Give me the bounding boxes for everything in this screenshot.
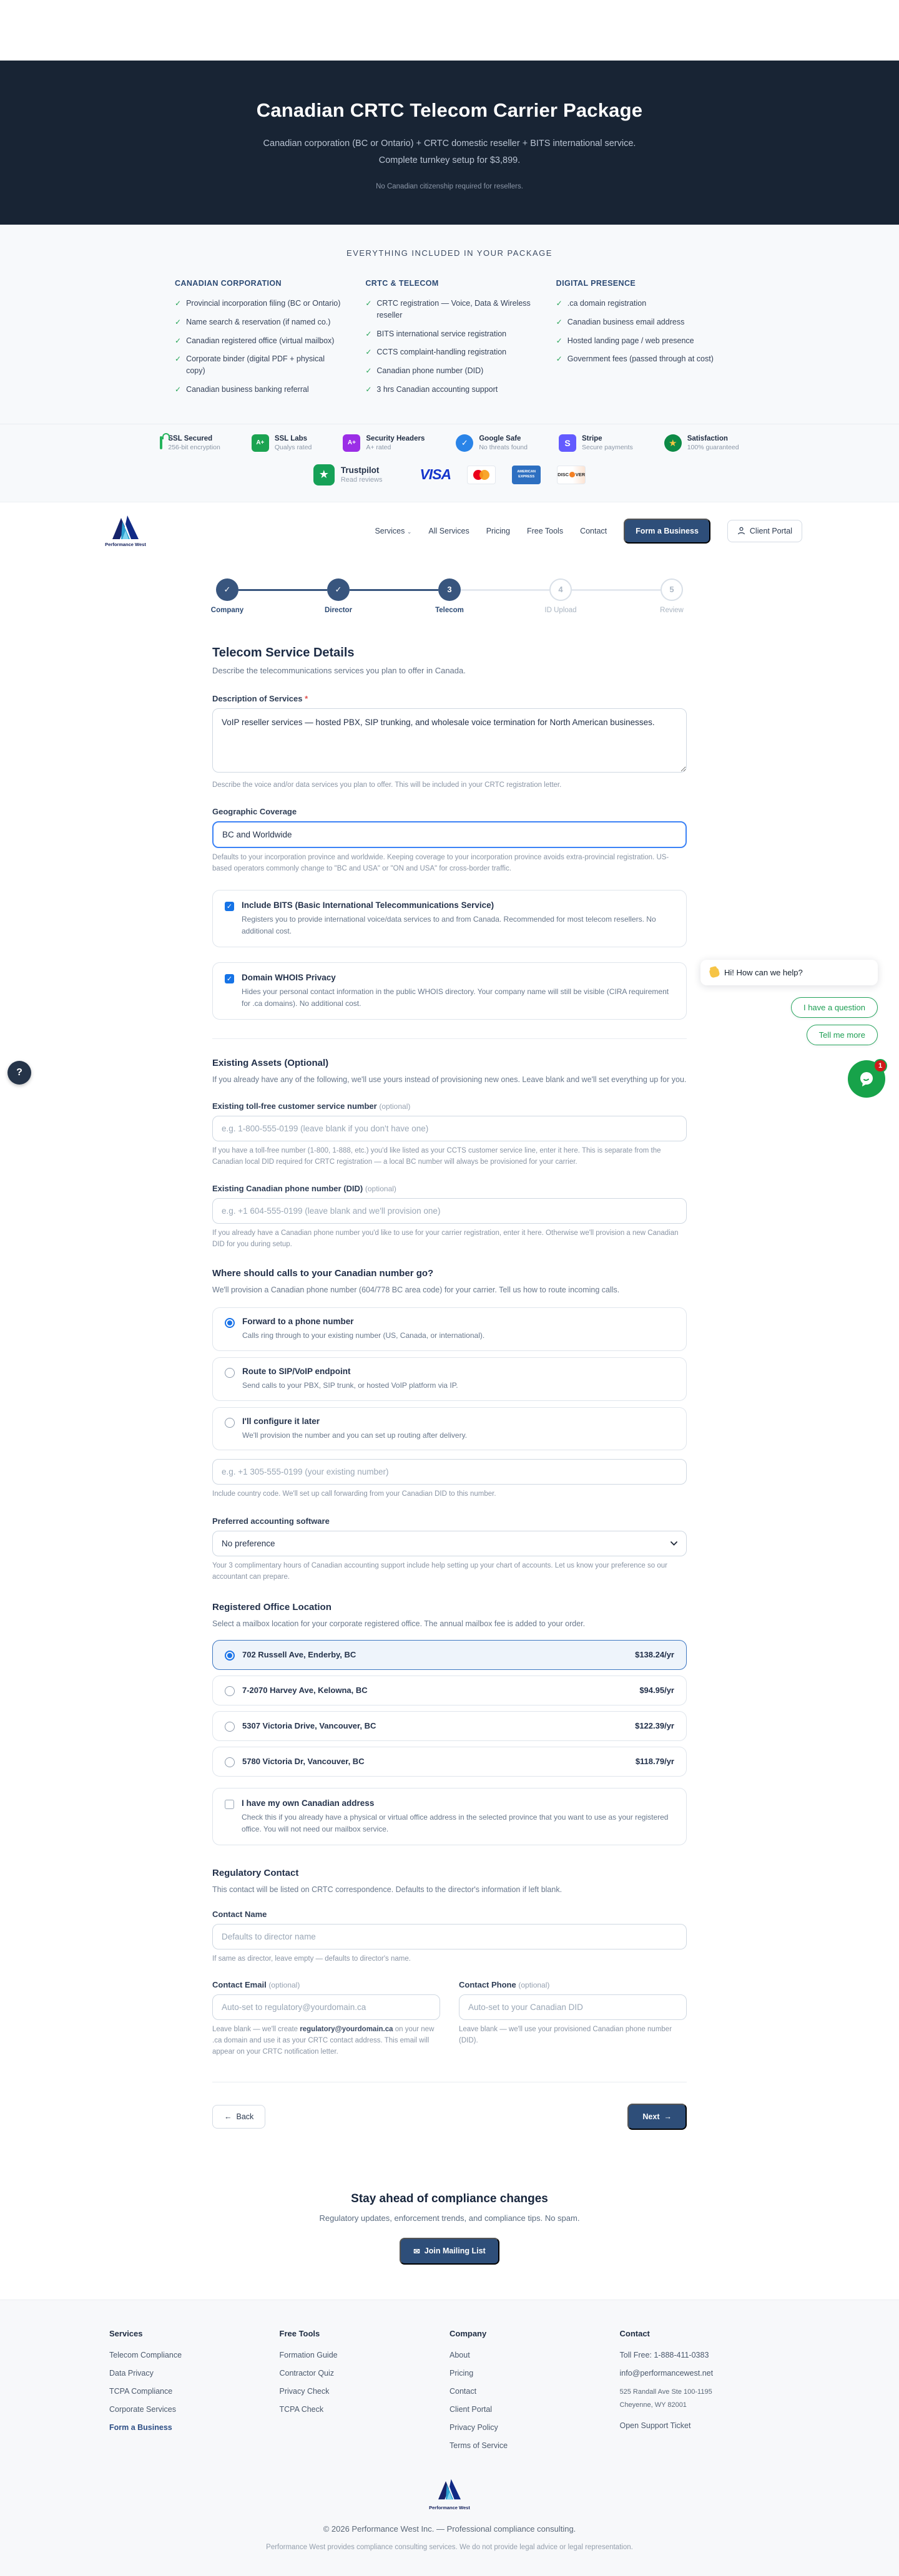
regulatory-heading: Regulatory Contact — [212, 1868, 299, 1879]
brand-name: Performance West — [105, 542, 146, 547]
check-icon: ✓ — [556, 336, 562, 345]
step-telecom-current[interactable]: 3 Telecom — [438, 578, 461, 601]
arrow-left-icon: ← — [224, 2112, 232, 2121]
step-check-icon: ✓ — [216, 578, 238, 601]
padlock-icon — [160, 437, 162, 449]
chat-quick-reply-tell-me-more[interactable]: Tell me more — [807, 1025, 878, 1045]
nav-free-tools[interactable]: Free Tools — [526, 526, 564, 535]
coverage-input[interactable] — [212, 821, 687, 848]
coverage-help: Defaults to your incorporation province and worldwide. Keeping coverage to your incorporation province avoids extra-provincial registration. US-based operators commonly change to "BC and USA" or "ON and USA" for cross-border traffic. — [212, 854, 669, 873]
step-review[interactable]: 5 Review — [661, 578, 683, 601]
badge-google-safe: ✓ Google Safe No threats found — [456, 434, 528, 452]
included-item: ✓ Provincial incorporation filing (BC or Ontario) — [175, 298, 343, 310]
radio-icon[interactable] — [225, 1418, 235, 1428]
footer-free-tools-column: Free Tools Formation Guide Contractor Quiz Privacy Check TCPA Check — [280, 2329, 450, 2459]
badge-ssl-secured: SSL Secured 256-bit encryption — [160, 434, 220, 452]
nav-all-services[interactable]: All Services — [428, 526, 469, 535]
radio-icon[interactable] — [225, 1686, 235, 1696]
arrow-right-icon: → — [664, 2112, 672, 2121]
included-item: ✓ 3 hrs Canadian accounting support — [365, 384, 533, 396]
description-help: Describe the voice and/or data services you plan to offer. This will be included in your CRTC registration letter. — [212, 781, 562, 789]
chat-unread-badge: 1 — [873, 1059, 887, 1073]
footer-link[interactable]: TCPA Compliance — [109, 2386, 173, 2396]
step-id-upload[interactable]: 4 ID Upload — [549, 578, 572, 601]
office-option-victoria-drive[interactable]: 5307 Victoria Drive, Vancouver, BC $122.39/yr — [212, 1711, 687, 1741]
included-column-telecom — [365, 279, 533, 402]
step-number: 5 — [661, 578, 683, 601]
progress-stepper — [210, 578, 687, 614]
disclaimer: Performance West provides compliance consulting services. We do not provide legal advice or legal representation. — [266, 2543, 633, 2551]
did-input[interactable] — [212, 1198, 687, 1224]
step-check-icon: ✓ — [327, 578, 350, 601]
accounting-label: Preferred accounting software — [212, 1516, 330, 1526]
badge-satisfaction: ★ Satisfaction 100% guaranteed — [664, 434, 739, 452]
included-item: ✓ Government fees (passed through at cost) — [556, 353, 724, 365]
visa-logo: VISA — [420, 466, 451, 482]
a-plus-icon: A+ — [252, 434, 269, 452]
mailing-heading: Stay ahead of compliance changes — [351, 2192, 548, 2205]
own-address-card[interactable]: I have my own Canadian address Check this if you already have a physical or virtual office address in the selected province that you want to use as your registered office. You will not need our mailbox service. — [212, 1788, 687, 1845]
hero-subtitle: Canadian corporation (BC or Ontario) + CRTC domestic reseller + BITS international service. Complete turnkey setup for $3,899. — [263, 139, 636, 165]
included-item: ✓ Canadian phone number (DID) — [365, 365, 533, 377]
footer-link[interactable]: Corporate Services — [109, 2404, 176, 2414]
routing-question: Where should calls to your Canadian number go? — [212, 1267, 434, 1279]
footer-support-ticket-link[interactable]: Open Support Ticket — [619, 2421, 691, 2430]
chevron-down-icon: ⌄ — [406, 528, 412, 535]
office-heading: Registered Office Location — [212, 1601, 332, 1612]
check-icon: ✓ — [365, 348, 372, 357]
a-plus-icon: A+ — [343, 434, 360, 452]
footer-address-line1: 525 Randall Ave Ste 100-1195 — [619, 2388, 712, 2396]
included-item: ✓ BITS international service registration — [365, 328, 533, 340]
stripe-icon: S — [559, 434, 576, 452]
description-label: Description of Services * — [212, 693, 308, 703]
contact-name-input[interactable] — [212, 1924, 687, 1949]
routing-option-forward[interactable]: Forward to a phone number Calls ring through to your existing number (US, Canada, or international). — [212, 1307, 687, 1351]
footer — [0, 2300, 899, 2576]
coverage-label: Geographic Coverage — [212, 807, 297, 817]
tollfree-label: Existing toll-free customer service number (optional) — [212, 1101, 411, 1111]
join-mailing-list-button[interactable]: ✉ Join Mailing List — [400, 2238, 499, 2265]
footer-link[interactable]: TCPA Check — [279, 2404, 324, 2414]
check-icon: ✓ — [175, 317, 182, 326]
bits-desc: Registers you to provide international voice/data services to and from Canada. Recommended for most telecom resellers. No additional cost. — [242, 914, 656, 935]
mastercard-logo — [467, 466, 496, 484]
mailing-list-section — [0, 2167, 899, 2300]
contact-phone-input[interactable] — [459, 1994, 687, 2020]
star-icon: ★ — [664, 434, 682, 452]
office-price: $118.79/yr — [635, 1757, 674, 1767]
check-icon: ✓ — [175, 299, 182, 308]
included-item: ✓ CRTC registration — Voice, Data & Wireless reseller — [365, 298, 533, 321]
badge-security-headers: A+ Security Headers A+ rated — [343, 434, 425, 452]
did-label: Existing Canadian phone number (DID) (optional) — [212, 1184, 396, 1194]
step-number: 3 — [438, 578, 461, 601]
check-icon: ✓ — [365, 384, 372, 394]
check-circle-icon: ✓ — [456, 434, 473, 452]
check-icon: ✓ — [175, 336, 182, 345]
section-divider — [212, 1038, 687, 1039]
office-price: $122.39/yr — [635, 1721, 674, 1731]
radio-selected-icon[interactable] — [225, 1651, 235, 1661]
footer-link[interactable]: Contact — [450, 2386, 477, 2396]
chat-greeting-bubble[interactable]: Hi! How can we help? — [700, 960, 878, 985]
check-icon: ✓ — [175, 354, 182, 364]
hero-note: No Canadian citizenship required for resellers. — [376, 182, 523, 190]
chat-launcher-button[interactable] — [848, 1060, 885, 1098]
top-whitespace — [0, 0, 899, 61]
office-option-victoria-dr[interactable]: 5780 Victoria Dr, Vancouver, BC $118.79/yr — [212, 1747, 687, 1777]
tollfree-help: If you have a toll-free number (1-800, 1-888, etc.) you'd like listed as your CCTS customer service line, enter it here. This is separate from the Canadian local DID required for CRTC registration — a local BC number will always be provisioned for your carrier. — [212, 1146, 661, 1166]
footer-link[interactable]: Privacy Policy — [450, 2422, 498, 2432]
included-item: ✓ .ca domain registration — [556, 298, 724, 310]
checkbox-checked-icon[interactable]: ✓ — [225, 902, 234, 911]
chat-quick-reply-question[interactable]: I have a question — [791, 997, 878, 1018]
footer-services-column: Services Telecom Compliance Data Privacy TCPA Compliance Corporate Services Form a Business — [109, 2329, 280, 2459]
brand-logo[interactable] — [99, 514, 152, 547]
back-button[interactable]: ← Back — [212, 2105, 265, 2129]
checkbox-checked-icon[interactable]: ✓ — [225, 974, 234, 983]
whois-desc: Hides your personal contact information in the public WHOIS directory. Your company name will still be visible (CIRA requirement for .ca domains). No additional cost. — [242, 987, 669, 1008]
forward-number-help: Include country code. We'll set up call forwarding from your Canadian DID to this number. — [212, 1490, 496, 1498]
check-icon: ✓ — [175, 384, 182, 394]
whois-option-card[interactable] — [212, 962, 687, 1020]
mailing-subtitle: Regulatory updates, enforcement trends, and compliance tips. No spam. — [319, 2213, 580, 2223]
footer-link[interactable]: Privacy Check — [279, 2386, 330, 2396]
hero-banner — [0, 61, 899, 225]
footer-link[interactable]: Formation Guide — [279, 2350, 338, 2359]
check-icon: ✓ — [556, 299, 562, 308]
form-a-business-button[interactable]: Form a Business — [624, 519, 710, 544]
footer-address-line2: Cheyenne, WY 82001 — [619, 2401, 687, 2409]
page-subtitle: Describe the telecommunications services you plan to offer in Canada. — [212, 665, 466, 675]
step-director[interactable]: ✓ Director — [327, 578, 350, 601]
column-title: CANADIAN CORPORATION — [175, 279, 282, 288]
contact-name-label: Contact Name — [212, 1910, 267, 1920]
office-price: $138.24/yr — [635, 1650, 674, 1660]
forward-number-input[interactable] — [212, 1459, 687, 1485]
regulatory-desc: This contact will be listed on CRTC correspondence. Defaults to the director's information if left blank. — [212, 1885, 562, 1895]
badge-ssl-labs: A+ SSL Labs Qualys rated — [252, 434, 312, 452]
chevron-down-icon — [671, 1541, 677, 1546]
included-item: ✓ Hosted landing page / web presence — [556, 335, 724, 347]
tollfree-input[interactable] — [212, 1116, 687, 1141]
trustpilot-star-icon: ★ — [313, 464, 335, 485]
hero-title: Canadian CRTC Telecom Carrier Package — [256, 99, 643, 121]
radio-icon[interactable] — [225, 1757, 235, 1767]
check-icon: ✓ — [556, 354, 562, 364]
step-connector — [461, 589, 549, 591]
trust-badges — [0, 424, 899, 461]
nav-contact[interactable]: Contact — [580, 526, 607, 535]
routing-desc: We'll provision a Canadian phone number (604/778 BC area code) for your carrier. Tell us how to route incoming calls. — [212, 1285, 620, 1294]
included-item: ✓ Canadian business banking referral — [175, 384, 343, 396]
office-desc: Select a mailbox location for your corporate registered office. The annual mailbox fee is added to your order. — [212, 1619, 586, 1628]
footer-link[interactable]: Client Portal — [450, 2404, 493, 2414]
nav-pricing[interactable]: Pricing — [486, 526, 510, 535]
footer-mountain-logo-icon — [437, 2478, 462, 2500]
accessibility-help-button[interactable]: ? — [7, 1061, 31, 1085]
footer-brand-name: Performance West — [429, 2504, 470, 2510]
contact-name-help: If same as director, leave empty — defaults to director's name. — [212, 1955, 411, 1963]
routing-option-later[interactable]: I'll configure it later We'll provision the number and you can set up routing after delivery. — [212, 1407, 687, 1451]
step-number: 4 — [549, 578, 572, 601]
check-icon: ✓ — [365, 299, 372, 308]
included-column-corporation — [175, 279, 343, 402]
wave-emoji-icon — [709, 967, 720, 978]
step-connector — [350, 589, 438, 591]
bits-option-card[interactable] — [212, 890, 687, 947]
copyright: © 2026 Performance West Inc. — Professional compliance consulting. — [323, 2524, 576, 2534]
contact-email-label: Contact Email (optional) — [212, 1980, 300, 1990]
step-connector — [238, 589, 327, 591]
footer-link[interactable]: Telecom Compliance — [109, 2350, 182, 2359]
required-asterisk: * — [305, 693, 308, 703]
footer-company-column: Company About Pricing Contact Client Portal Privacy Policy Terms of Service — [450, 2329, 620, 2459]
radio-icon[interactable] — [225, 1368, 235, 1378]
column-title: CRTC & TELECOM — [365, 279, 439, 288]
whois-label: Domain WHOIS Privacy — [242, 973, 336, 983]
column-title: DIGITAL PRESENCE — [556, 279, 636, 288]
footer-phone[interactable]: Toll Free: 1-888-411-0383 — [619, 2350, 709, 2359]
amex-logo: AMERICAN EXPRESS — [512, 466, 541, 484]
contact-email-input[interactable] — [212, 1994, 440, 2020]
contact-email-help: Leave blank — we'll create regulatory@yourdomain.ca on your new .ca domain and use it as your CRTC contact address. This email will appear on your CRTC notification letter. — [212, 2026, 435, 2056]
footer-link[interactable]: Pricing — [450, 2368, 474, 2378]
included-item: ✓ Canadian business email address — [556, 316, 724, 328]
next-button[interactable]: Next → — [627, 2104, 687, 2130]
footer-link[interactable]: Data Privacy — [109, 2368, 154, 2378]
description-textarea[interactable] — [212, 708, 687, 773]
mountain-logo-icon — [111, 514, 140, 540]
trustpilot-widget[interactable]: ★ Trustpilot Read reviews — [313, 464, 383, 485]
envelope-icon: ✉ — [413, 2247, 420, 2256]
footer-link-form-a-business[interactable]: Form a Business — [109, 2422, 172, 2432]
checkbox-icon[interactable] — [225, 1800, 234, 1809]
footer-contact-column: Contact Toll Free: 1-888-411-0383 info@performancewest.net 525 Randall Ave Ste 100-1195 Cheyenne, WY 82001 Open Support Ticket — [620, 2329, 790, 2459]
contact-phone-help: Leave blank — we'll use your provisioned Canadian phone number (DID). — [459, 2026, 672, 2045]
included-heading: EVERYTHING INCLUDED IN YOUR PACKAGE — [346, 248, 553, 258]
included-item: ✓ Corporate binder (digital PDF + physical copy) — [175, 353, 343, 377]
footer-link[interactable]: Terms of Service — [450, 2441, 508, 2450]
existing-assets-heading: Existing Assets (Optional) — [212, 1058, 329, 1069]
footer-link[interactable]: About — [450, 2350, 470, 2359]
did-help: If you already have a Canadian phone number you'd like to use for your carrier registration, enter it here. Otherwise we'll provision a new Canadian DID for you during setup. — [212, 1229, 679, 1249]
discover-logo: DISC VER — [557, 466, 586, 484]
person-icon — [737, 527, 745, 535]
step-connector — [572, 589, 661, 591]
step-company[interactable]: ✓ Company — [216, 578, 238, 601]
nav-services-dropdown[interactable]: Services ⌄ — [375, 526, 412, 535]
chat-bubble-icon — [858, 1071, 875, 1087]
office-option-enderby[interactable]: 702 Russell Ave, Enderby, BC $138.24/yr — [212, 1640, 687, 1670]
page-title: Telecom Service Details — [212, 645, 355, 660]
badge-stripe: S Stripe Secure payments — [559, 434, 633, 452]
bits-label: Include BITS (Basic International Telecommunications Service) — [242, 900, 494, 910]
included-item: ✓ Canadian registered office (virtual mailbox) — [175, 335, 343, 347]
payment-methods — [0, 461, 899, 502]
telecom-step-form — [212, 560, 687, 2167]
existing-assets-desc: If you already have any of the following, we'll use yours instead of provisioning new ones. Leave blank and we'll set everything up for you. — [212, 1075, 687, 1085]
office-option-kelowna[interactable]: 7-2070 Harvey Ave, Kelowna, BC $94.95/yr — [212, 1676, 687, 1705]
included-column-digital — [556, 279, 724, 402]
included-item: ✓ Name search & reservation (if named co.) — [175, 316, 343, 328]
accounting-select[interactable]: No preference — [212, 1531, 687, 1556]
included-item: ✓ CCTS complaint-handling registration — [365, 346, 533, 358]
package-section — [0, 225, 899, 502]
radio-selected-icon[interactable] — [225, 1318, 235, 1328]
check-icon: ✓ — [365, 366, 372, 375]
radio-icon[interactable] — [225, 1722, 235, 1732]
contact-phone-label: Contact Phone (optional) — [459, 1980, 550, 1990]
accounting-help: Your 3 complimentary hours of Canadian accounting support include help setting up your chart of accounts. Let us know your preference so our accountant can prepare. — [212, 1561, 667, 1581]
client-portal-button[interactable]: Client Portal — [727, 520, 802, 542]
office-price: $94.95/yr — [639, 1686, 674, 1695]
check-icon: ✓ — [365, 329, 372, 338]
navbar — [0, 502, 899, 560]
footer-email[interactable]: info@performancewest.net — [619, 2368, 714, 2378]
routing-option-sip[interactable]: Route to SIP/VoIP endpoint Send calls to your PBX, SIP trunk, or hosted VoIP platform via IP. — [212, 1357, 687, 1401]
footer-link[interactable]: Contractor Quiz — [279, 2368, 335, 2378]
check-icon: ✓ — [556, 317, 562, 326]
